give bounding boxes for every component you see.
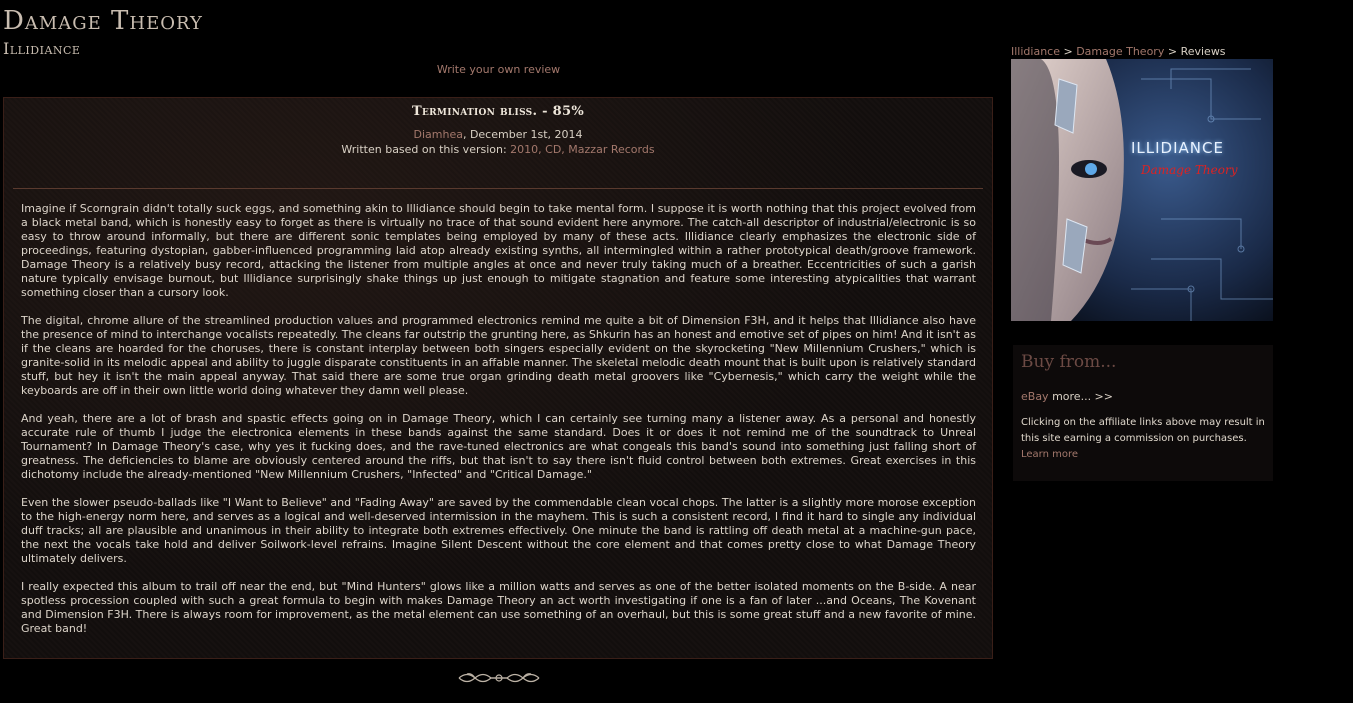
version-label: Written based on this version: — [341, 143, 511, 156]
affiliate-note-text: Clicking on the affiliate links above may result in this site earning a commission on purchases. — [1021, 417, 1265, 444]
cover-album-logo: Damage Theory — [1141, 163, 1238, 177]
breadcrumb-band-link[interactable]: Illidiance — [1011, 45, 1060, 58]
review-divider — [13, 188, 983, 189]
buy-heading: Buy from... — [1021, 352, 1117, 372]
review-date: , December 1st, 2014 — [462, 128, 583, 141]
review-author-link[interactable]: Diamhea — [413, 128, 463, 141]
breadcrumb-album-link[interactable]: Damage Theory — [1076, 45, 1165, 58]
review-meta — [4, 127, 992, 157]
breadcrumb-current: Reviews — [1180, 45, 1226, 58]
version-link[interactable]: 2010, CD, Mazzar Records — [510, 143, 655, 156]
review-paragraph: Even the slower pseudo-ballads like "I Want to Believe" and "Fading Away" are saved by the commendable clean vocal chops. The latter is a slightly more morose exception to the high-energy norm here, and serves as a logical and well-deserved intermission in the mayhem. This is such a consistent record, I find it hard to single any individual duff tracks; all are plausible and unanimous in their ability to integrate both extremes effectively. One minute the band is rattling off death metal at a machine-gun pace, the next the vocals take hold and deliver Soilwork-level refrains. Imagine Silent Descent without the core element and that comes pretty close to what Damage Theory ultimately delivers. — [21, 496, 976, 565]
album-cover[interactable] — [1011, 59, 1273, 321]
buy-more-link[interactable]: more... >> — [1052, 390, 1113, 403]
ornament-divider-icon — [457, 669, 541, 687]
affiliate-note — [1021, 415, 1265, 463]
band-name[interactable]: Illidiance — [3, 39, 81, 58]
write-review-link[interactable]: Write your own review — [436, 63, 561, 76]
ebay-link[interactable]: eBay — [1021, 390, 1049, 403]
review-body — [21, 202, 976, 650]
breadcrumb-sep: > — [1164, 45, 1181, 58]
album-title: Damage Theory — [3, 6, 203, 36]
cover-band-logo: ILLIDIANCE — [1131, 139, 1224, 157]
review-box — [3, 97, 993, 659]
review-paragraph: I really expected this album to trail off near the end, but "Mind Hunters" glows like a million watts and serves as one of the better isolated moments on the B-side. A near spotless procession coupled with such a great formula to begin with makes Damage Theory an act worth investigating if one is a fan of later ...and Oceans, The Kovenant and Dimension F3H. There is always room for improvement, as the metal element can use something of an overhaul, but this is some great stuff and a new favorite of mine. Great band! — [21, 580, 976, 635]
write-review-section — [0, 63, 997, 76]
review-paragraph: The digital, chrome allure of the streamlined production values and programmed electronics remind me quite a bit of Dimension F3H, and it helps that Illidiance also have the presence of mind to interchange vocalists repeatedly. The cleans far outstrip the grunting here, as Shkurin has an honest and emotive set of pipes on him! And it isn't as if the cleans are hoarded for the choruses, there is constant interplay between both singers especially evident on the skyrocketing "New Millennium Crushers," which is granite-solid in its melodic appeal and ability to juggle disparate constituents in an affable manner. The skeletal melodic death mount that is built upon is relatively standard stuff, but hey it isn't the main appeal anyway. That said there are some true organ grinding death metal groovers like "Cybernesis," which carry the weight while the keyboards are off in their own little world doing whatever they damn well please. — [21, 314, 976, 397]
review-paragraph: And yeah, there are a lot of brash and spastic effects going on in Damage Theory, which I can certainly see turning many a listener away. As a personal and honestly accurate rule of thumb I judge the electronica elements in these bands against the same standard. Does it or does it not remind me of the soundtrack to Unreal Tournament? In Damage Theory's case, why yes it fucking does, and the rave-tuned electronics are what congeals this band's sound into something just falling short of greatness. The deficiencies to blame are obviously centered around the riffs, but that isn't to say there isn't fluid control between both extremes. Great exercises in this dichotomy include the already-mentioned "New Millennium Crushers, "Infected" and "Critical Damage." — [21, 412, 976, 481]
learn-more-link[interactable]: Learn more — [1021, 449, 1079, 460]
album-cover-art-icon — [1011, 59, 1273, 321]
breadcrumb — [1011, 45, 1226, 58]
review-paragraph: Imagine if Scorngrain didn't totally suck eggs, and something akin to Illidiance should begin to take mental form. I suppose it is worth nothing that this project evolved from a black metal band, which is honestly easy to forget as there is virtually no trace of that sound evident here anymore. The catch-all descriptor of industrial/electronic is so easy to throw around informally, but there are different sonic templates being employed by many of these acts. Illidiance clearly emphasizes the electronic side of proceedings, featuring dystopian, gabber-influenced programming laid atop already existing synths, all intermingled within a rather prototypical death/groove framework. Damage Theory is a relatively busy record, attacking the listener from multiple angles at once and never truly taking much of a breather. Eccentricities of such a garish nature typically envisage burnout, but Illidiance surprisingly shake things up just enough to mitigate stagnation and feature some interesting atypicalities that warrant something closer than a cursory look. — [21, 202, 976, 299]
buy-ebay-row — [1021, 390, 1265, 403]
review-title: Termination bliss. - 85% — [412, 104, 584, 119]
breadcrumb-sep: > — [1059, 45, 1077, 58]
buy-box — [1013, 345, 1273, 481]
